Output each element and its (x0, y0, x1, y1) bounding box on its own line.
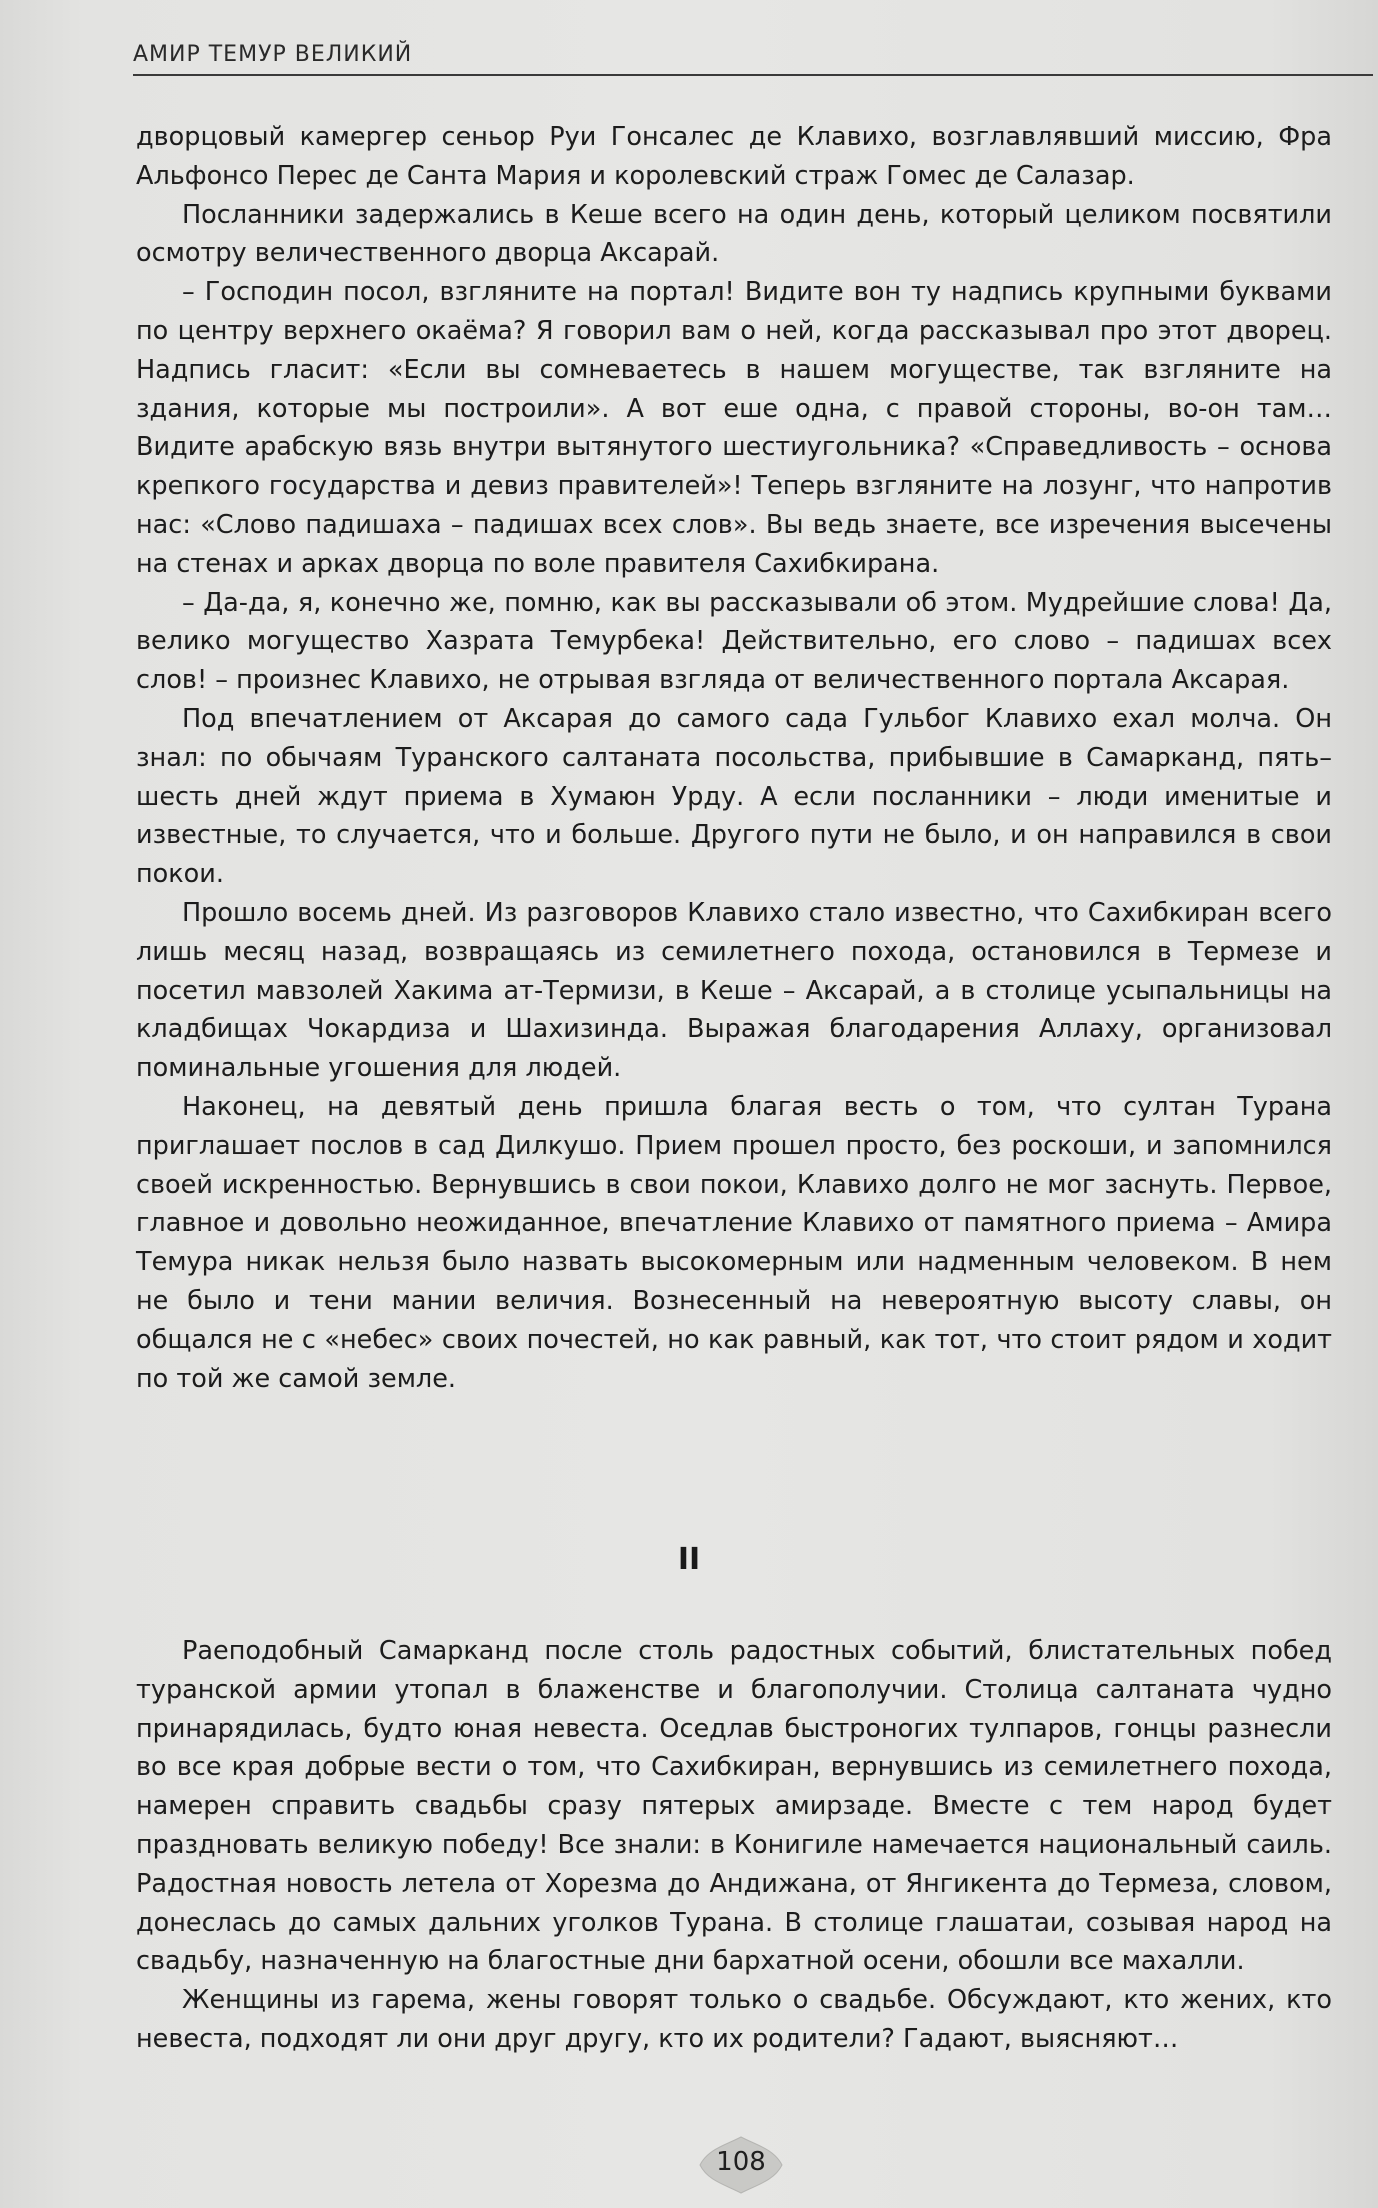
header-rule (133, 74, 1373, 76)
page-number: 108 (716, 2147, 766, 2177)
text-block-top (136, 118, 1332, 1398)
paragraph: Женщины из гарема, жены говорят только о свадьбе. Обсуждают, кто жених, кто невеста, подходят ли они друг другу, кто их родители? Гадают, выясняют… (136, 1985, 1332, 2054)
section-number: II (677, 1542, 701, 1577)
paragraph: – Господин посол, взгляните на портал! Видите вон ту надпись крупными буквами по центру верхнего окаёма? Я говорил вам о ней, когда рассказывал про этот дворец. Надпись гласит: «Если вы сомневаетесь в нашем могуществе, так взгляните на здания, которые мы построили». А вот еше одна, с правой стороны, во-он там… Видите арабскую вязь внутри вытянутого шестиугольника? «Справедливость – основа крепкого государства и девиз правителей»! Теперь взгляните на лозунг, что напротив нас: «Слово падишаха – падишах всех слов». Вы ведь знаете, все изречения высечены на стенах и арках дворца по воле правителя Сахибкирана. (136, 277, 1332, 579)
paragraph: – Да-да, я, конечно же, помню, как вы рассказывали об этом. Мудрейшие слова! Да, велико могущество Хазрата Темурбека! Действительно, его слово – падишах всех слов! – произнес Клавихо, не отрывая взгляда от величественного портала Аксарая. (136, 587, 1332, 696)
page-number-box (696, 2135, 786, 2195)
paragraph: Наконец, на девятый день пришла благая весть о том, что султан Турана приглашает послов в сад Дилкушо. Прием прошел просто, без роскоши, и запомнился своей искренностью. Вернувшись в свои покои, Клавихо долго не мог заснуть. Первое, главное и довольно неожиданное, впечатление Клавихо от памятного приема – Амира Темура никак нельзя было назвать высокомерным или надменным человеком. В нем не было и тени мании величия. Вознесенный на невероятную высоту славы, он общался не с «небес» своих почестей, но как равный, как тот, что стоит рядом и ходит по той же самой земле. (136, 1091, 1332, 1394)
paragraph: дворцовый камергер сеньор Руи Гонсалес де Клавихо, возглавлявший миссию, Фра Альфонсо Перес де Санта Мария и королевский страж Гомес де Салазар. (136, 122, 1332, 191)
text-block-bottom (136, 1632, 1332, 2059)
paragraph: Прошло восемь дней. Из разговоров Клавихо стало известно, что Сахибкиран всего лишь месяц назад, возвращаясь из семилетнего похода, остановился в Термезе и посетил мавзолей Хакима ат-Термизи, в Кеше – Аксарай, а в столице усыпальницы на кладбищах Чокардиза и Шахизинда. Выражая благодарения Аллаху, организовал поминальные угошения для людей. (136, 897, 1332, 1084)
running-head: АМИР ТЕМУР ВЕЛИКИЙ (133, 42, 413, 67)
paragraph: Посланники задержались в Кеше всего на один день, который целиком посвятили осмотру величественного дворца Аксарай. (136, 199, 1332, 269)
paragraph: Раеподобный Самарканд после столь радостных событий, блистательных побед туранской армии утопал в блаженстве и благополучии. Столица салтаната чудно принарядилась, будто юная невеста. Оседлав быстроногих тулпаров, гонцы разнесли во все края добрые вести о том, что Сахибкиран, вернувшись из семилетнего похода, намерен справить свадьбы сразу пятерых амирзаде. Вместе с тем народ будет праздновать великую победу! Все знали: в Конигиле намечается национальный саиль. Радостная новость летела от Хорезма до Андижана, от Янгикента до Термеза, словом, донеслась до самых дальних уголков Турана. В столице глашатаи, созывая народ на свадьбу, назначенную на благостные дни бархатной осени, обошли все махалли. (136, 1636, 1332, 1977)
paragraph: Под впечатлением от Аксарая до самого сада Гульбог Клавихо ехал молча. Он знал: по обычаям Туранского салтаната посольства, прибывшие в Самарканд, пять–шесть дней ждут приема в Хумаюн Урду. А если посланники – люди именитые и известные, то случается, что и больше. Другого пути не было, и он направился в свои покои. (136, 703, 1332, 890)
